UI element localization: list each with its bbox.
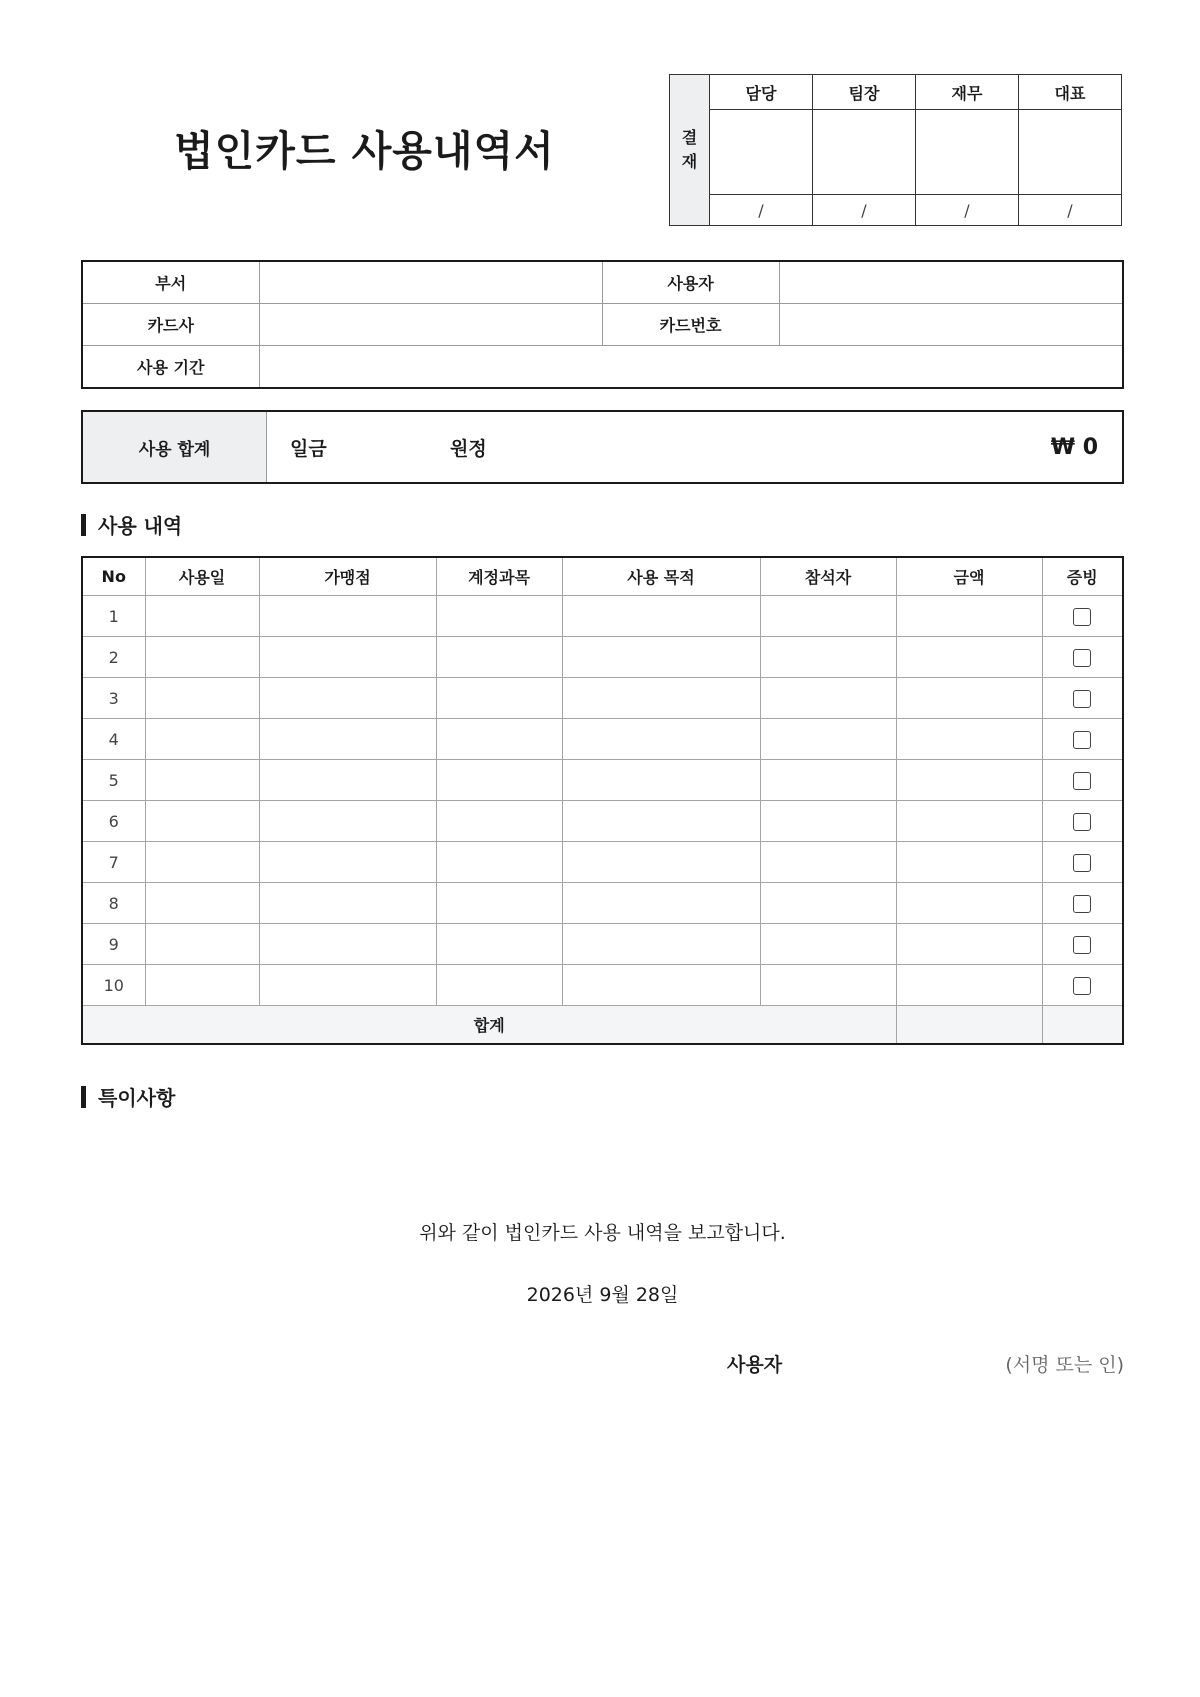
amount-cell[interactable] — [896, 924, 1042, 965]
approval-sign-finance[interactable] — [916, 110, 1019, 195]
amount-cell[interactable] — [896, 883, 1042, 924]
purpose-cell[interactable] — [562, 719, 760, 760]
amount-cell[interactable] — [896, 760, 1042, 801]
attendees-cell[interactable] — [760, 719, 896, 760]
account-cell[interactable] — [436, 760, 562, 801]
account-cell[interactable] — [436, 965, 562, 1006]
receipt-cell — [1042, 596, 1123, 637]
account-cell[interactable] — [436, 801, 562, 842]
amount-cell[interactable] — [896, 801, 1042, 842]
merchant-cell[interactable] — [259, 883, 436, 924]
account-cell[interactable] — [436, 719, 562, 760]
receipt-checkbox[interactable] — [1073, 731, 1091, 749]
period-field[interactable] — [259, 346, 1123, 389]
amount-cell[interactable] — [896, 965, 1042, 1006]
total-box — [81, 410, 1124, 484]
col-header-date: 사용일 — [145, 557, 259, 596]
purpose-cell[interactable] — [562, 760, 760, 801]
receipt-checkbox[interactable] — [1073, 936, 1091, 954]
purpose-cell[interactable] — [562, 596, 760, 637]
approval-role-ceo: 대표 — [1019, 75, 1122, 110]
receipt-checkbox[interactable] — [1073, 977, 1091, 995]
receipt-cell — [1042, 801, 1123, 842]
card-number-label: 카드번호 — [602, 304, 779, 346]
account-cell[interactable] — [436, 924, 562, 965]
receipt-cell — [1042, 965, 1123, 1006]
usage-table-header — [82, 557, 1123, 596]
purpose-cell[interactable] — [562, 678, 760, 719]
merchant-cell[interactable] — [259, 719, 436, 760]
table-row — [82, 719, 1123, 760]
attendees-cell[interactable] — [760, 637, 896, 678]
date-cell[interactable] — [145, 637, 259, 678]
date-cell[interactable] — [145, 883, 259, 924]
attendees-cell[interactable] — [760, 678, 896, 719]
receipt-cell — [1042, 842, 1123, 883]
attendees-cell[interactable] — [760, 883, 896, 924]
approval-date-staff[interactable]: / — [710, 195, 813, 226]
approval-date-team-lead[interactable]: / — [813, 195, 916, 226]
notes-section-title — [81, 1082, 175, 1111]
row-number: 2 — [82, 637, 145, 678]
account-cell[interactable] — [436, 678, 562, 719]
date-cell[interactable] — [145, 842, 259, 883]
purpose-cell[interactable] — [562, 924, 760, 965]
row-number: 6 — [82, 801, 145, 842]
table-row — [82, 678, 1123, 719]
signer-label: 사용자 — [727, 1354, 783, 1376]
account-cell[interactable] — [436, 596, 562, 637]
merchant-cell[interactable] — [259, 637, 436, 678]
approval-sign-staff[interactable] — [710, 110, 813, 195]
total-words-prefix: 일금 — [290, 437, 327, 460]
sum-amount-cell[interactable] — [896, 1006, 1042, 1045]
attendees-cell[interactable] — [760, 596, 896, 637]
row-number: 4 — [82, 719, 145, 760]
merchant-cell[interactable] — [259, 596, 436, 637]
purpose-cell[interactable] — [562, 801, 760, 842]
date-cell[interactable] — [145, 965, 259, 1006]
purpose-cell[interactable] — [562, 965, 760, 1006]
row-number: 8 — [82, 883, 145, 924]
notes-area[interactable] — [81, 1112, 1124, 1202]
report-date: 2026년 9월 28일 — [526, 1284, 679, 1306]
department-label: 부서 — [82, 261, 259, 304]
date-cell[interactable] — [145, 801, 259, 842]
purpose-cell[interactable] — [562, 637, 760, 678]
period-label: 사용 기간 — [82, 346, 259, 389]
approval-side-char-2: 재 — [681, 152, 698, 171]
approval-role-team-lead: 팀장 — [813, 75, 916, 110]
row-number: 1 — [82, 596, 145, 637]
date-cell[interactable] — [145, 678, 259, 719]
total-amount: ₩ 0 — [1050, 434, 1098, 460]
purpose-cell[interactable] — [562, 842, 760, 883]
row-number: 9 — [82, 924, 145, 965]
date-cell[interactable] — [145, 760, 259, 801]
row-number: 10 — [82, 965, 145, 1006]
approval-table — [669, 74, 1122, 226]
approval-sign-team-lead[interactable] — [813, 110, 916, 195]
user-field[interactable] — [779, 261, 1123, 304]
table-row — [82, 801, 1123, 842]
receipt-checkbox[interactable] — [1073, 690, 1091, 708]
table-row — [82, 883, 1123, 924]
table-row — [82, 637, 1123, 678]
row-number: 3 — [82, 678, 145, 719]
total-label: 사용 합계 — [83, 412, 267, 482]
usage-section-title — [81, 510, 182, 539]
row-number: 7 — [82, 842, 145, 883]
sum-label: 합계 — [82, 1006, 896, 1045]
date-cell[interactable] — [145, 924, 259, 965]
section-bar-icon — [81, 1086, 86, 1108]
attendees-cell[interactable] — [760, 924, 896, 965]
col-header-amount: 금액 — [896, 557, 1042, 596]
approval-date-finance[interactable]: / — [916, 195, 1019, 226]
receipt-checkbox[interactable] — [1073, 772, 1091, 790]
amount-cell[interactable] — [896, 842, 1042, 883]
approval-side-label — [670, 75, 710, 226]
receipt-cell — [1042, 719, 1123, 760]
document-title: 법인카드 사용내역서 — [174, 127, 555, 175]
account-cell[interactable] — [436, 842, 562, 883]
account-cell[interactable] — [436, 883, 562, 924]
receipt-cell — [1042, 883, 1123, 924]
merchant-cell[interactable] — [259, 924, 436, 965]
approval-side-char-1: 결 — [681, 128, 698, 147]
approval-date-ceo[interactable]: / — [1019, 195, 1122, 226]
sum-row — [82, 1006, 1123, 1045]
attendees-cell[interactable] — [760, 842, 896, 883]
approval-sign-ceo[interactable] — [1019, 110, 1122, 195]
receipt-cell — [1042, 678, 1123, 719]
info-table — [81, 260, 1124, 389]
report-statement: 위와 같이 법인카드 사용 내역을 보고합니다. — [419, 1222, 786, 1244]
col-header-purpose: 사용 목적 — [562, 557, 760, 596]
approval-role-finance: 재무 — [916, 75, 1019, 110]
approval-role-staff: 담당 — [710, 75, 813, 110]
receipt-cell — [1042, 760, 1123, 801]
table-row — [82, 924, 1123, 965]
receipt-cell — [1042, 924, 1123, 965]
date-cell[interactable] — [145, 596, 259, 637]
amount-cell[interactable] — [896, 678, 1042, 719]
col-header-receipt: 증빙 — [1042, 557, 1123, 596]
section-bar-icon — [81, 514, 86, 536]
merchant-cell[interactable] — [259, 965, 436, 1006]
receipt-checkbox[interactable] — [1073, 854, 1091, 872]
signature-hint[interactable]: (서명 또는 인) — [1005, 1354, 1124, 1376]
table-row — [82, 596, 1123, 637]
merchant-cell[interactable] — [259, 760, 436, 801]
usage-section-label: 사용 내역 — [98, 514, 183, 538]
attendees-cell[interactable] — [760, 965, 896, 1006]
receipt-checkbox[interactable] — [1073, 608, 1091, 626]
user-label: 사용자 — [602, 261, 779, 304]
sum-receipt-cell — [1042, 1006, 1123, 1045]
table-row — [82, 760, 1123, 801]
amount-cell[interactable] — [896, 719, 1042, 760]
receipt-checkbox[interactable] — [1073, 813, 1091, 831]
attendees-cell[interactable] — [760, 760, 896, 801]
table-row — [82, 842, 1123, 883]
table-row — [82, 965, 1123, 1006]
col-header-account: 계정과목 — [436, 557, 562, 596]
amount-cell[interactable] — [896, 637, 1042, 678]
col-header-no: No — [82, 557, 145, 596]
merchant-cell[interactable] — [259, 678, 436, 719]
card-company-field[interactable] — [259, 304, 602, 346]
amount-cell[interactable] — [896, 596, 1042, 637]
usage-table — [81, 556, 1124, 1045]
receipt-cell — [1042, 637, 1123, 678]
notes-section-label: 특이사항 — [98, 1086, 176, 1110]
card-company-label: 카드사 — [82, 304, 259, 346]
department-field[interactable] — [259, 261, 602, 304]
receipt-checkbox[interactable] — [1073, 895, 1091, 913]
account-cell[interactable] — [436, 637, 562, 678]
merchant-cell[interactable] — [259, 801, 436, 842]
card-number-field[interactable] — [779, 304, 1123, 346]
col-header-attendees: 참석자 — [760, 557, 896, 596]
attendees-cell[interactable] — [760, 801, 896, 842]
merchant-cell[interactable] — [259, 842, 436, 883]
date-cell[interactable] — [145, 719, 259, 760]
receipt-checkbox[interactable] — [1073, 649, 1091, 667]
row-number: 5 — [82, 760, 145, 801]
col-header-merchant: 가맹점 — [259, 557, 436, 596]
total-words-suffix: 원정 — [450, 437, 487, 460]
purpose-cell[interactable] — [562, 883, 760, 924]
